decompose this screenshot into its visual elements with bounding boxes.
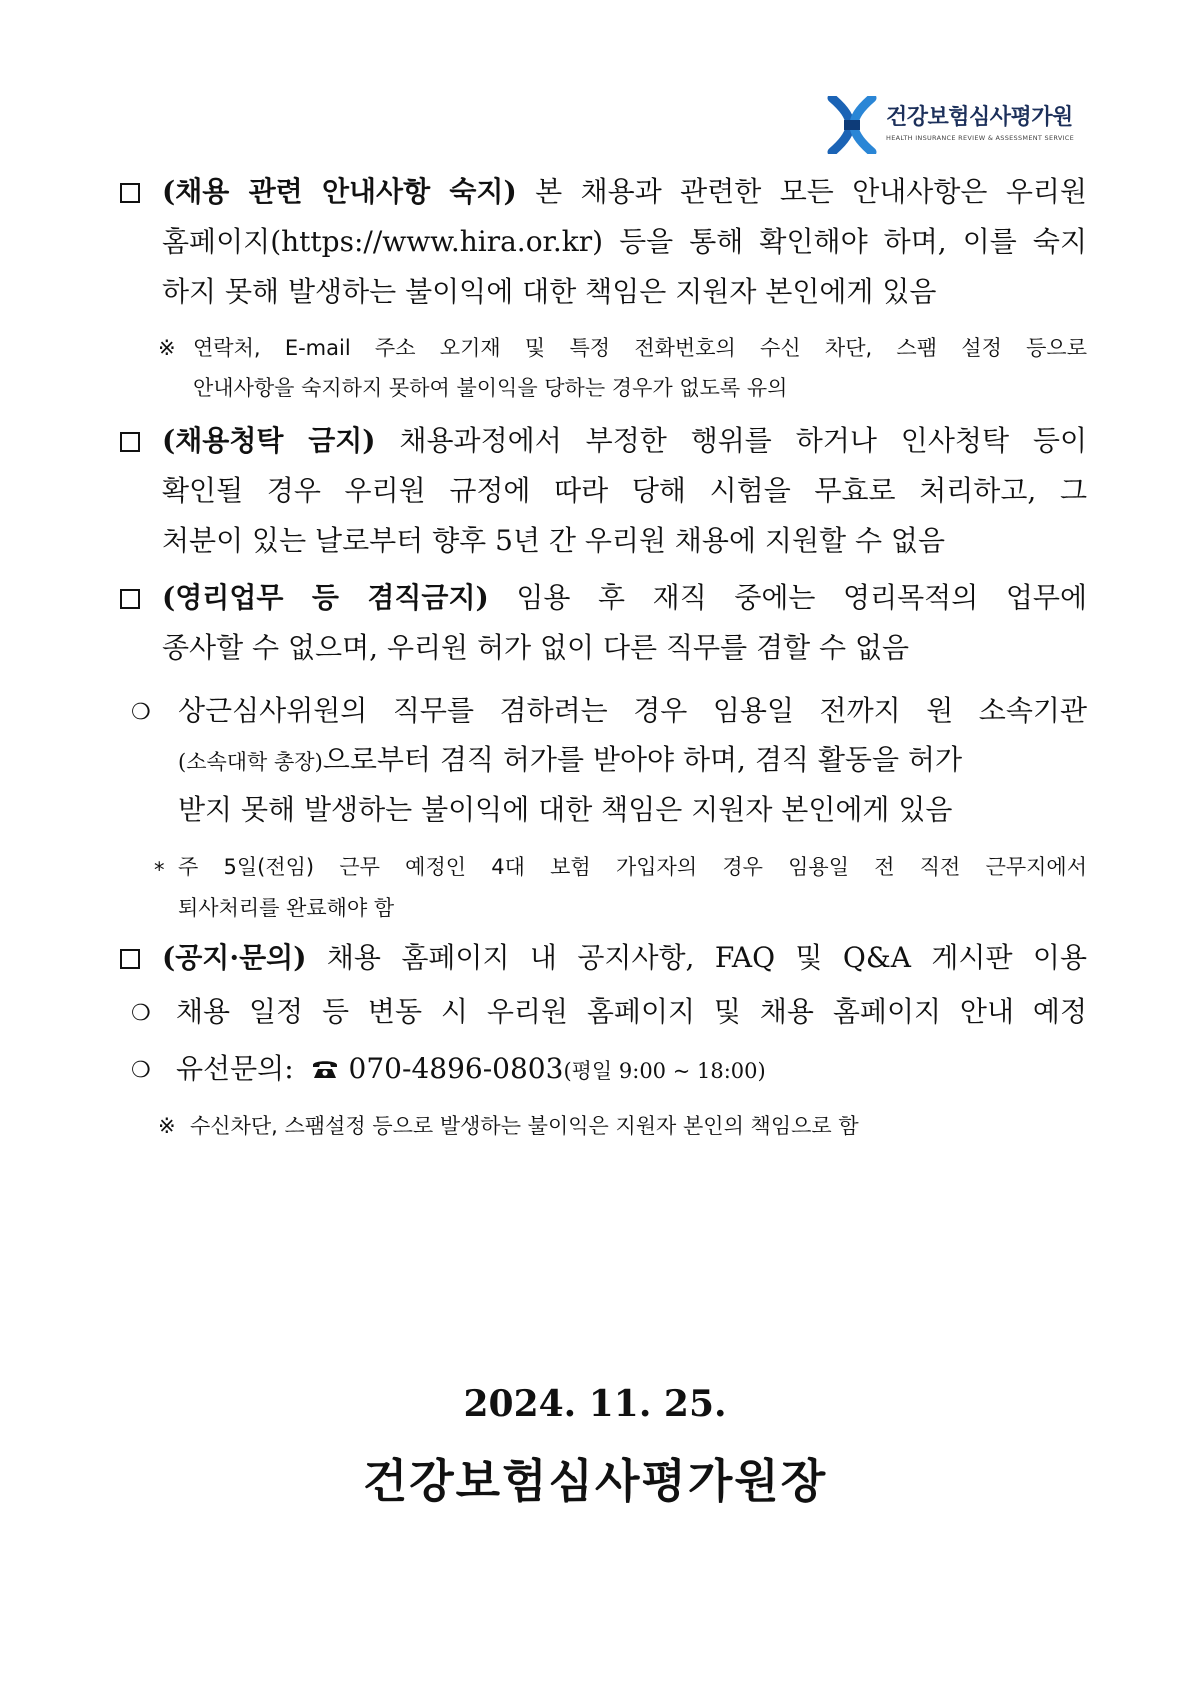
dual-sub-line-2 xyxy=(178,743,962,776)
hira-emblem-icon xyxy=(826,96,880,154)
checkbox-bullet xyxy=(120,432,140,452)
dual-sub-line-3: 받지 못해 발생하는 불이익에 대한 책임은 지원자 본인에게 있음 xyxy=(178,793,953,826)
solicit-text-1: 채용과정에서 부정한 행위를 하거나 인사청탁 등이 xyxy=(399,424,1087,457)
signature: 건강보험심사평가원장 xyxy=(362,1454,828,1508)
contact-phone-label: 유선문의: xyxy=(176,1052,294,1085)
contact-phone: 070-4896-0803 xyxy=(348,1052,564,1085)
solicit-line-3: 처분이 있는 날로부터 향후 5년 간 우리원 채용에 지원할 수 없음 xyxy=(162,524,946,557)
logo-subtitle: HEALTH INSURANCE REVIEW & ASSESSMENT SERVICE xyxy=(886,134,1075,142)
contact-line-1 xyxy=(162,941,1087,974)
logo-title: 건강보험심사평가원 xyxy=(886,105,1073,130)
solicit-line-2: 확인될 경우 우리원 규정에 따라 당해 시험을 무효로 처리하고, 그 xyxy=(162,474,1087,507)
contact-hours: (평일 9:00 ~ 18:00) xyxy=(563,1059,766,1083)
contact-sub-line-1: 채용 일정 등 변동 시 우리원 홈페이지 및 채용 홈페이지 안내 예정 xyxy=(176,995,1087,1028)
notice-text-1: 본 채용과 관련한 모든 안내사항은 우리원 xyxy=(535,175,1087,208)
checkbox-bullet xyxy=(120,183,140,203)
solicit-line-1 xyxy=(162,424,1087,457)
checkbox-bullet xyxy=(120,949,140,969)
dual-note-2: 퇴사처리를 완료해야 함 xyxy=(178,896,395,920)
circle-bullet: ❍ xyxy=(131,1058,151,1083)
notice-line-2: 홈페이지(https://www.hira.or.kr) 등을 통해 확인해야 하며, 이를 숙지 xyxy=(162,225,1087,258)
contact-sub-line-2 xyxy=(176,1052,766,1085)
circle-bullet: ❍ xyxy=(131,700,151,725)
circle-bullet: ❍ xyxy=(131,1001,151,1026)
notice-note-1: 연락처, E-mail 주소 오기재 및 특정 전화번호의 수신 차단, 스팸 설정 등으로 xyxy=(193,336,1087,360)
dual-note-1: 주 5일(전임) 근무 예정인 4대 보험 가입자의 경우 임용일 전 직전 근무지에서 xyxy=(178,855,1087,879)
dual-sub-line-1: 상근심사위원의 직무를 겸하려는 경우 임용일 전까지 원 소속기관 xyxy=(178,694,1087,727)
notice-line-1 xyxy=(162,175,1087,208)
dual-title: (영리업무 등 겸직금지) xyxy=(162,581,489,614)
document-date: 2024. 11. 25. xyxy=(463,1383,727,1425)
dual-line-2: 종사할 수 없으며, 우리원 허가 없이 다른 직무를 겸할 수 없음 xyxy=(162,631,910,664)
dual-sub-paren: (소속대학 총장) xyxy=(178,750,323,774)
contact-text-1: 채용 홈페이지 내 공지사항, FAQ 및 Q&A 게시판 이용 xyxy=(326,941,1087,974)
notice-note-2: 안내사항을 숙지하지 못하여 불이익을 당하는 경우가 없도록 유의 xyxy=(193,376,788,400)
star-mark: * xyxy=(154,858,165,882)
dual-sub-text: 으로부터 겸직 허가를 받아야 하며, 겸직 활동을 허가 xyxy=(322,743,962,776)
checkbox-bullet xyxy=(120,589,140,609)
contact-note-mark: ※ xyxy=(158,1114,176,1138)
solicit-title: (채용청탁 금지) xyxy=(162,424,376,457)
notice-note-mark: ※ xyxy=(158,336,176,360)
phone-icon xyxy=(311,1057,339,1079)
dual-text-1: 임용 후 재직 중에는 영리목적의 업무에 xyxy=(516,581,1087,614)
hira-logo xyxy=(826,96,1076,154)
contact-note: 수신차단, 스팸설정 등으로 발생하는 불이익은 지원자 본인의 책임으로 함 xyxy=(190,1114,859,1138)
dual-line-1 xyxy=(162,581,1087,614)
notice-line-3: 하지 못해 발생하는 불이익에 대한 책임은 지원자 본인에게 있음 xyxy=(162,275,937,308)
contact-title: (공지·문의) xyxy=(162,941,307,974)
notice-title: (채용 관련 안내사항 숙지) xyxy=(162,175,517,208)
